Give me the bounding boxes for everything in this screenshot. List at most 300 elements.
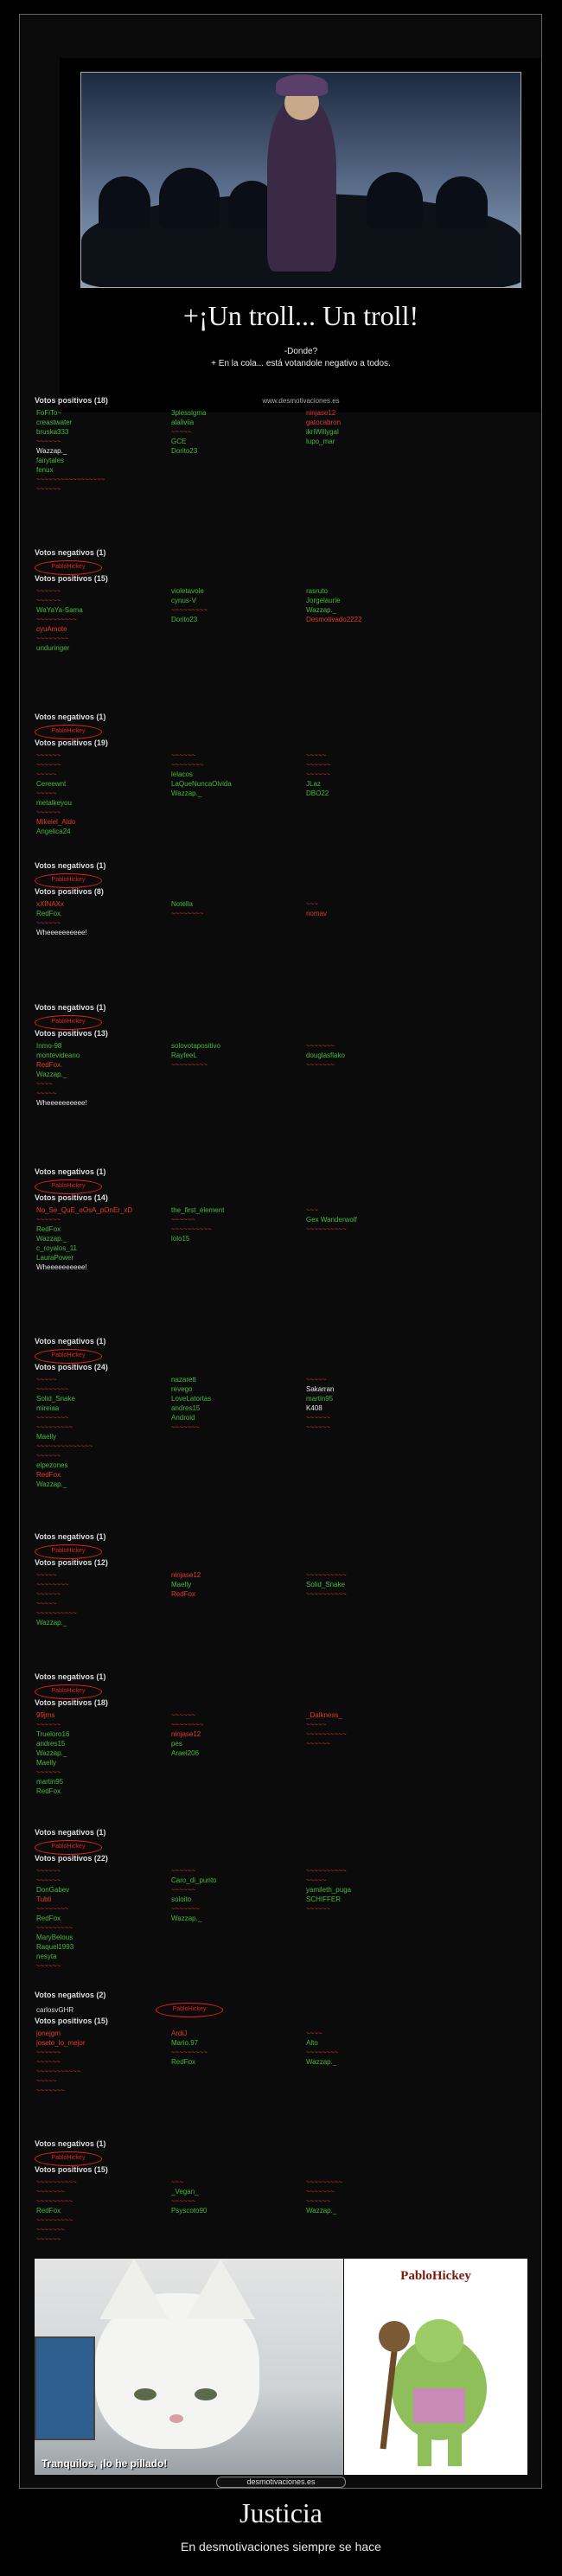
- voter-name[interactable]: ~~~~~~~: [36, 2188, 65, 2196]
- voter-name[interactable]: ~~~~~~: [36, 1768, 61, 1776]
- voter-name[interactable]: Raquel1993: [36, 1943, 74, 1951]
- voter-column: [306, 408, 441, 456]
- voter-name[interactable]: ~~~~~~~~~~: [306, 1571, 347, 1579]
- voter-name[interactable]: Arael206: [171, 1749, 200, 1757]
- voter-name[interactable]: ~~~~~~~~~: [36, 2197, 73, 2205]
- voter-name[interactable]: Wazzap._: [36, 1235, 67, 1243]
- voter-name[interactable]: ~~~~~~: [36, 438, 61, 445]
- negative-votes-heading: Votos negativos (1): [35, 2139, 106, 2148]
- vote-blocks: [35, 396, 527, 2298]
- voter-name[interactable]: Wazzap._: [36, 1749, 67, 1757]
- vote-block: [35, 396, 527, 574]
- voter-name[interactable]: ~~~~~~: [171, 1216, 196, 1224]
- voter-column: [36, 1205, 171, 1243]
- voter-name[interactable]: ~~~~~~~~~~~~~~: [36, 1442, 93, 1450]
- voter-name[interactable]: Wazzap._: [171, 789, 202, 797]
- voter-name[interactable]: DBO22: [306, 789, 329, 797]
- voter-name[interactable]: ~~~: [306, 1206, 319, 1214]
- voter-column: [306, 586, 441, 624]
- voter-name[interactable]: ~~~~~: [36, 770, 57, 778]
- voter-name[interactable]: ~~~~~~~~~~~: [36, 2068, 81, 2075]
- voter-name[interactable]: ~~~~~~~~~~: [306, 1867, 347, 1875]
- voter-name[interactable]: ~~~~~~~~: [36, 1414, 69, 1422]
- voter-name[interactable]: ~~~~~~~~~~~~~~~~~: [36, 476, 105, 483]
- voter-name[interactable]: ~~~~~~~~: [306, 2049, 339, 2056]
- circled-troll-voter[interactable]: PabloHickey: [35, 560, 102, 575]
- voter-grid: [35, 2029, 527, 2095]
- voter-name[interactable]: Desmotivado2222: [306, 616, 362, 623]
- voter-name[interactable]: ~~~~~~: [36, 2235, 61, 2243]
- positive-votes-heading: Votos positivos (14): [35, 1193, 108, 1202]
- vote-block: [35, 1193, 527, 1363]
- voter-name[interactable]: 3plesslgma: [171, 409, 207, 417]
- voter-name[interactable]: ~~~~~: [36, 1376, 57, 1384]
- voter-name[interactable]: ~~~~~: [306, 1721, 327, 1729]
- voter-name[interactable]: nomav: [306, 910, 328, 917]
- voter-name[interactable]: ~~~~~~~~~: [36, 1924, 73, 1932]
- voter-name[interactable]: ~~~~~~~~~~: [306, 1590, 347, 1598]
- voter-name[interactable]: ~~~~~~~~: [36, 635, 69, 642]
- voter-column: [171, 751, 306, 798]
- voter-name[interactable]: LauraPower: [36, 1254, 74, 1262]
- voter-name[interactable]: ~~~~~: [306, 751, 327, 759]
- negative-votes: [35, 1987, 527, 2017]
- voter-name[interactable]: ~~~~~: [36, 1571, 57, 1579]
- voter-name[interactable]: ~~~~~~: [306, 761, 331, 769]
- negative-votes: [35, 2136, 527, 2165]
- voter-name[interactable]: ~~~~: [36, 1080, 53, 1088]
- voter-column: [36, 1079, 171, 1108]
- negative-votes-heading: Votos negativos (1): [35, 1167, 106, 1176]
- voter-name[interactable]: Wazzap._: [306, 2058, 337, 2066]
- negative-votes-heading: Votos negativos (1): [35, 1828, 106, 1837]
- voter-column: [36, 1923, 171, 1971]
- voter-name[interactable]: Inmo-98: [36, 1042, 62, 1050]
- negative-votes: [35, 709, 527, 738]
- voter-column: [306, 1710, 441, 1758]
- voter-name[interactable]: Gex Wanderwolf: [306, 1216, 357, 1224]
- vote-block: [35, 887, 527, 1029]
- voter-name[interactable]: martin95: [306, 1395, 334, 1403]
- voter-name[interactable]: ~~~~~: [36, 789, 57, 797]
- voter-name[interactable]: ~~~~~~: [36, 1452, 61, 1460]
- voter-name[interactable]: RedFox: [36, 1471, 61, 1479]
- voter-name[interactable]: ~~~~~~: [171, 751, 196, 759]
- voter-name[interactable]: Wazzap._: [36, 447, 67, 455]
- voter-name[interactable]: metalkeyou: [36, 799, 72, 807]
- voter-name[interactable]: nesyta: [36, 1953, 57, 1960]
- vote-block: [35, 2017, 527, 2165]
- voter-name[interactable]: ~~~~~~~: [171, 1905, 200, 1913]
- voter-name[interactable]: ~~~~~~~~~: [171, 606, 208, 614]
- voter-name[interactable]: yamileth_puga: [306, 1886, 352, 1894]
- voter-name[interactable]: Caro_di_punto: [171, 1876, 217, 1884]
- voter-name[interactable]: 99jms: [36, 1711, 55, 1719]
- voter-name[interactable]: ~~~~~~: [306, 1414, 331, 1422]
- voter-name[interactable]: ~~~~~~~~: [36, 1905, 69, 1913]
- voter-name[interactable]: ~~~~~~~~~~: [36, 1609, 77, 1617]
- voter-name[interactable]: elpezones: [36, 1461, 68, 1469]
- voter-name[interactable]: ~~~~~~: [36, 1876, 61, 1884]
- voter-column: [36, 1570, 171, 1599]
- voter-column: [306, 899, 441, 918]
- voter-column: [306, 1041, 441, 1079]
- voter-name[interactable]: lupo_mar: [306, 438, 335, 445]
- voter-name[interactable]: andres15: [171, 1404, 201, 1412]
- negative-votes: [35, 858, 527, 887]
- negative-votes: [35, 1529, 527, 1558]
- voter-name[interactable]: Wazzap._: [306, 606, 337, 614]
- positive-votes-heading: Votos positivos (19): [35, 738, 108, 747]
- voter-name[interactable]: _Vegan_: [171, 2188, 199, 2196]
- bottom-site-badge[interactable]: desmotivaciones.es: [216, 2477, 346, 2488]
- voter-name[interactable]: ~~~~~~: [306, 1905, 331, 1913]
- voter-name[interactable]: Wazzap._: [36, 1071, 67, 1078]
- voter-name[interactable]: ~~~~~~: [36, 485, 61, 493]
- voter-name[interactable]: Tubti: [36, 1895, 52, 1903]
- voter-name[interactable]: ~~~~~: [36, 2077, 57, 2085]
- voter-name[interactable]: ~~~~~~: [36, 587, 61, 595]
- voter-column: [36, 1243, 171, 1272]
- voter-column: [306, 1375, 441, 1432]
- voter-name[interactable]: ~~~~~~: [36, 1962, 61, 1970]
- voter-name[interactable]: ninjase12: [171, 1730, 201, 1738]
- voter-name[interactable]: WaYaYa-Sama: [36, 606, 83, 614]
- circled-troll-voter[interactable]: PabloHickey: [35, 873, 102, 888]
- caption-title: Justicia: [239, 2497, 323, 2528]
- voter-grid: [35, 586, 527, 653]
- voter-column: [36, 1041, 171, 1079]
- voter-name[interactable]: Alto: [306, 2039, 318, 2047]
- voter-column: [36, 1866, 171, 1923]
- voter-column: [171, 899, 306, 918]
- circled-troll-voter[interactable]: PabloHickey: [35, 1179, 102, 1194]
- voter-name[interactable]: ~~~~~~: [36, 809, 61, 816]
- voter-name[interactable]: fenux: [36, 466, 54, 474]
- voter-name[interactable]: xXINAXx: [36, 900, 65, 908]
- voter-name[interactable]: ~~~~~~~~: [171, 761, 204, 769]
- troll-drawing: [344, 2259, 527, 2475]
- voter-name[interactable]: ~~~~~~: [36, 1721, 61, 1729]
- voter-name[interactable]: ~~~~~~: [306, 1423, 331, 1431]
- cat-caption: Tranquilos, ¡lo he pillado!: [42, 2458, 168, 2470]
- voter-name[interactable]: Trueloro16: [36, 1730, 70, 1738]
- voter-name[interactable]: Maelly: [36, 1433, 57, 1441]
- voter-name[interactable]: ~~~~~~: [36, 597, 61, 604]
- voter-name[interactable]: ~~~~~~~~~~: [306, 1730, 347, 1738]
- voter-name[interactable]: rasruto: [306, 587, 328, 595]
- pablo-image: [344, 2259, 527, 2475]
- voter-name[interactable]: ~~~~~~~~~~: [171, 1225, 212, 1233]
- voter-name[interactable]: No_Se_QuE_oOsA_pOnEr_xD: [36, 1206, 133, 1214]
- voter-name[interactable]: FoFiTo~: [36, 409, 62, 417]
- voter-name[interactable]: lelacos: [171, 770, 193, 778]
- negative-votes: [35, 1669, 527, 1698]
- voter-name[interactable]: DonGabev: [36, 1886, 70, 1894]
- voter-name[interactable]: ~~~~~~: [36, 1867, 61, 1875]
- voter-name[interactable]: soloito: [171, 1895, 192, 1903]
- vote-block: [35, 1854, 527, 2017]
- voter-column: [171, 1205, 306, 1243]
- vote-block: [35, 1363, 527, 1558]
- voter-column: [171, 1375, 306, 1432]
- voter-name[interactable]: ~~~~~: [36, 1600, 57, 1608]
- caption-subtitle: En desmotivaciones siempre se hace: [181, 2540, 381, 2554]
- voter-name[interactable]: Wheeeeeeeeee!: [36, 1099, 87, 1107]
- voter-name[interactable]: ~~~~~: [36, 1090, 57, 1097]
- voter-name[interactable]: bruska333: [36, 428, 69, 436]
- circled-troll-voter[interactable]: PabloHickey: [35, 1349, 102, 1364]
- vote-block: [35, 574, 527, 738]
- voter-name[interactable]: ~~~~~~~~~: [171, 1061, 208, 1069]
- voter-name[interactable]: RedFox: [171, 1590, 196, 1598]
- voter-name[interactable]: ArdiJ: [171, 2029, 188, 2037]
- voter-name[interactable]: Wazzap._: [306, 2207, 337, 2215]
- voter-name[interactable]: ~~~: [306, 900, 319, 908]
- voter-column: [36, 1710, 171, 1758]
- voter-column: [306, 751, 441, 798]
- voter-name[interactable]: ~~~~~~: [36, 761, 61, 769]
- voter-name[interactable]: ~~~: [171, 2178, 184, 2186]
- voter-name[interactable]: alaliviia: [171, 419, 195, 426]
- voter-name[interactable]: ninjase12: [306, 409, 336, 417]
- voter-column: [36, 586, 171, 624]
- voter-name[interactable]: Solid_Snake: [36, 1395, 75, 1403]
- hero-image: [60, 58, 542, 412]
- voter-grid: [35, 1570, 527, 1627]
- voter-name[interactable]: Mario.97: [171, 2039, 199, 2047]
- voter-name[interactable]: ~~~~~~~: [306, 1042, 335, 1050]
- voter-name[interactable]: unduringer: [36, 644, 70, 652]
- voter-name[interactable]: ~~~~~~~: [306, 2188, 335, 2196]
- voter-grid: [35, 1710, 527, 1796]
- voter-name[interactable]: Maelly: [171, 1581, 192, 1588]
- voter-name[interactable]: Notella: [171, 900, 193, 908]
- voter-column: [306, 1570, 441, 1599]
- voter-column: [36, 2177, 171, 2215]
- voter-name[interactable]: ~~~~~: [306, 1876, 327, 1884]
- voter-name[interactable]: MaryBelous: [36, 1934, 73, 1941]
- positive-votes-heading: Votos positivos (15): [35, 2165, 108, 2174]
- voter-name[interactable]: ~~~~~~: [36, 919, 61, 927]
- positive-votes-heading: Votos positivos (13): [35, 1029, 108, 1038]
- voter-name[interactable]: Sakarran: [306, 1385, 335, 1393]
- voter-name[interactable]: josete_lo_mejor: [36, 2039, 86, 2047]
- voter-name[interactable]: ~~~~~~~~: [171, 1721, 204, 1729]
- voter-column: [36, 1432, 171, 1489]
- voter-name[interactable]: ~~~~~: [306, 1376, 327, 1384]
- voter-name[interactable]: ~~~~~~~: [306, 1061, 335, 1069]
- voter-column: [36, 751, 171, 798]
- circled-troll-voter[interactable]: PabloHickey: [35, 1015, 102, 1030]
- voter-name[interactable]: ~~~~~~~: [36, 2087, 65, 2094]
- voter-name[interactable]: Angelica24: [36, 828, 71, 835]
- circled-troll-voter[interactable]: PabloHickey: [35, 2151, 102, 2166]
- voter-name[interactable]: nazarett: [171, 1376, 196, 1384]
- voter-name[interactable]: Wheeeeeeeeee!: [36, 1263, 87, 1271]
- voter-name[interactable]: RedFox: [36, 1914, 61, 1922]
- voter-name[interactable]: c_royalos_11: [36, 1244, 77, 1252]
- voter-name[interactable]: LaQueNuncaOlvida: [171, 780, 232, 788]
- negative-votes-heading: Votos negativos (1): [35, 1003, 106, 1012]
- circled-troll-voter[interactable]: PabloHickey: [35, 725, 102, 739]
- voter-name[interactable]: Dorito23: [171, 447, 198, 455]
- hero-subtitle-2: + En la cola... está votandole negativo a todos.: [211, 359, 391, 368]
- voter-name[interactable]: martin95: [36, 1778, 64, 1786]
- voter-name[interactable]: jonejgm: [36, 2029, 61, 2037]
- positive-votes-heading: Votos positivos (22): [35, 1854, 108, 1863]
- positive-votes-heading: Votos positivos (12): [35, 1558, 108, 1567]
- voter-column: [171, 1710, 306, 1758]
- voter-name[interactable]: revego: [171, 1385, 193, 1393]
- voter-grid: [35, 1375, 527, 1489]
- voter-name[interactable]: ~~~~~~~~: [171, 910, 204, 917]
- voter-name[interactable]: ~~~~~~: [171, 1711, 196, 1719]
- voter-name[interactable]: Solid_Snake: [306, 1581, 345, 1588]
- positive-votes-heading: Votos positivos (15): [35, 574, 108, 583]
- voter-name[interactable]: Wazzap._: [171, 1914, 202, 1922]
- vote-block: [35, 738, 527, 887]
- voter-name[interactable]: Psyscoto90: [171, 2207, 208, 2215]
- voter-name[interactable]: cynus-V: [171, 597, 196, 604]
- voter-name[interactable]: ~~~~~~: [36, 1216, 61, 1224]
- voter-column: [171, 1570, 306, 1599]
- voter-name[interactable]: ~~~~~~~~: [36, 1581, 69, 1588]
- voter-name[interactable]: ninjase12: [171, 1571, 201, 1579]
- circled-troll-voter[interactable]: PabloHickey: [35, 1544, 102, 1559]
- voter-column: [36, 899, 171, 918]
- negative-voter-name[interactable]: carlosvGHR: [36, 2006, 74, 2014]
- voter-column: [36, 2067, 171, 2095]
- voter-name[interactable]: _Dalkness_: [306, 1711, 342, 1719]
- voter-column: [306, 2177, 441, 2215]
- voter-name[interactable]: RedFox: [36, 1061, 61, 1069]
- voter-column: [36, 2215, 171, 2244]
- voter-name[interactable]: Mikeiel_Aldo: [36, 818, 76, 826]
- voter-column: [36, 1599, 171, 1627]
- voter-name[interactable]: ~~~~~~~: [171, 1423, 200, 1431]
- voter-name[interactable]: Wheeeeeeeeee!: [36, 929, 87, 936]
- voter-name[interactable]: pes: [171, 1740, 182, 1748]
- voter-column: [36, 798, 171, 836]
- voter-name[interactable]: JLaz: [306, 780, 321, 788]
- voter-name[interactable]: gatocabron: [306, 419, 342, 426]
- voter-name[interactable]: Wazzap._: [36, 1619, 67, 1627]
- circled-troll-voter[interactable]: PabloHickey: [35, 1684, 102, 1699]
- voter-name[interactable]: LoveLatortas: [171, 1395, 212, 1403]
- negative-votes: [35, 1333, 527, 1363]
- hero-photo: [80, 72, 521, 288]
- voter-name[interactable]: Maelly: [36, 1759, 57, 1767]
- voter-name[interactable]: ~~~~~~: [306, 2197, 331, 2205]
- voter-name[interactable]: ~~~~~~: [171, 1867, 196, 1875]
- voter-name[interactable]: ~~~~~~~~~: [36, 2216, 73, 2224]
- positive-votes-heading: Votos positivos (18): [35, 1698, 108, 1707]
- voter-name[interactable]: ~~~~~~: [36, 751, 61, 759]
- voter-name[interactable]: ~~~~~~~: [36, 2226, 65, 2234]
- voter-name[interactable]: K408: [306, 1404, 323, 1412]
- voter-name[interactable]: solovotapositivo: [171, 1042, 220, 1050]
- voter-name[interactable]: ~~~~~~~~~: [171, 2049, 208, 2056]
- voter-name[interactable]: ~~~~~~~~~: [306, 2178, 343, 2186]
- voter-name[interactable]: RedFox: [36, 2207, 61, 2215]
- voter-column: [36, 408, 171, 456]
- voter-column: [171, 2029, 306, 2067]
- positive-votes-heading: Votos positivos (8): [35, 887, 104, 896]
- voter-name[interactable]: fairytales: [36, 457, 65, 464]
- voter-name[interactable]: andres15: [36, 1740, 66, 1748]
- hero-subtitle-1: -Donde?: [284, 347, 318, 356]
- voter-name[interactable]: ~~~~~: [171, 428, 192, 436]
- voter-name[interactable]: Cereewnt: [36, 780, 67, 788]
- voter-column: [171, 408, 306, 456]
- voter-column: [306, 1205, 441, 1243]
- voter-name[interactable]: lolo15: [171, 1235, 190, 1243]
- negative-votes-heading: Votos negativos (1): [35, 1337, 106, 1346]
- voter-name[interactable]: cyuAmote: [36, 625, 67, 633]
- voter-name[interactable]: ~~~~~~: [171, 2197, 196, 2205]
- negative-votes-heading: Votos negativos (1): [35, 1532, 106, 1541]
- voter-name[interactable]: ~~~~~~~~~: [36, 1423, 73, 1431]
- voter-name[interactable]: ~~~~~~~~~~: [36, 2178, 77, 2186]
- voter-name[interactable]: RedFox: [171, 2058, 196, 2066]
- voter-name[interactable]: RayfeeL: [171, 1051, 197, 1059]
- voter-name[interactable]: Jorgelaurie: [306, 597, 341, 604]
- voter-name[interactable]: ~~~~~~~~: [36, 1385, 69, 1393]
- voter-column: [171, 1041, 306, 1079]
- voter-name[interactable]: RedFox: [36, 1225, 61, 1233]
- negative-votes-heading: Votos negativos (1): [35, 713, 106, 721]
- voter-name[interactable]: ~~~~~~: [36, 2049, 61, 2056]
- voter-name[interactable]: Android: [171, 1414, 195, 1422]
- voter-name[interactable]: ~~~~~~: [36, 2058, 61, 2066]
- voter-name[interactable]: Dorito23: [171, 616, 198, 623]
- voter-name[interactable]: violetavole: [171, 587, 204, 595]
- voter-name[interactable]: ~~~~~~~~~~: [36, 616, 77, 623]
- voter-name[interactable]: RedFox: [36, 1787, 61, 1795]
- cat-face: [95, 2293, 259, 2449]
- negative-votes: [35, 545, 527, 574]
- voter-grid: [35, 899, 527, 937]
- voter-name[interactable]: ikriWillygal: [306, 428, 339, 436]
- voter-name[interactable]: SCHIFFER: [306, 1895, 341, 1903]
- voter-name[interactable]: ~~~~~~: [36, 1590, 61, 1598]
- voter-column: [36, 624, 171, 653]
- voter-column: [171, 2177, 306, 2215]
- voter-name[interactable]: RedFox: [36, 910, 61, 917]
- negative-votes-heading: Votos negativos (1): [35, 1672, 106, 1681]
- voter-name[interactable]: creastwater: [36, 419, 73, 426]
- voter-name[interactable]: ~~~~~~: [306, 1740, 331, 1748]
- voter-name[interactable]: ~~~~~~: [306, 770, 331, 778]
- voter-name[interactable]: mireiaa: [36, 1404, 60, 1412]
- voter-name[interactable]: ~~~~~~: [171, 1886, 196, 1894]
- voter-name[interactable]: douglasflako: [306, 1051, 345, 1059]
- circled-troll-voter[interactable]: PabloHickey: [35, 1840, 102, 1855]
- circled-troll-voter[interactable]: PabloHickey: [156, 2003, 223, 2017]
- vote-block: [35, 1558, 527, 1698]
- negative-votes: [35, 1000, 527, 1029]
- voter-name[interactable]: ~~~~: [306, 2029, 323, 2037]
- voter-column: [306, 1866, 441, 1923]
- negative-votes-heading: Votos negativos (1): [35, 861, 106, 870]
- voter-name[interactable]: GCE: [171, 438, 187, 445]
- voter-name[interactable]: Wazzap._: [36, 1480, 67, 1488]
- voter-name[interactable]: montevideano: [36, 1051, 80, 1059]
- voter-name[interactable]: ~~~~~~~~~~: [306, 1225, 347, 1233]
- voter-column: [36, 456, 171, 494]
- voter-name[interactable]: the_first_element: [171, 1206, 225, 1214]
